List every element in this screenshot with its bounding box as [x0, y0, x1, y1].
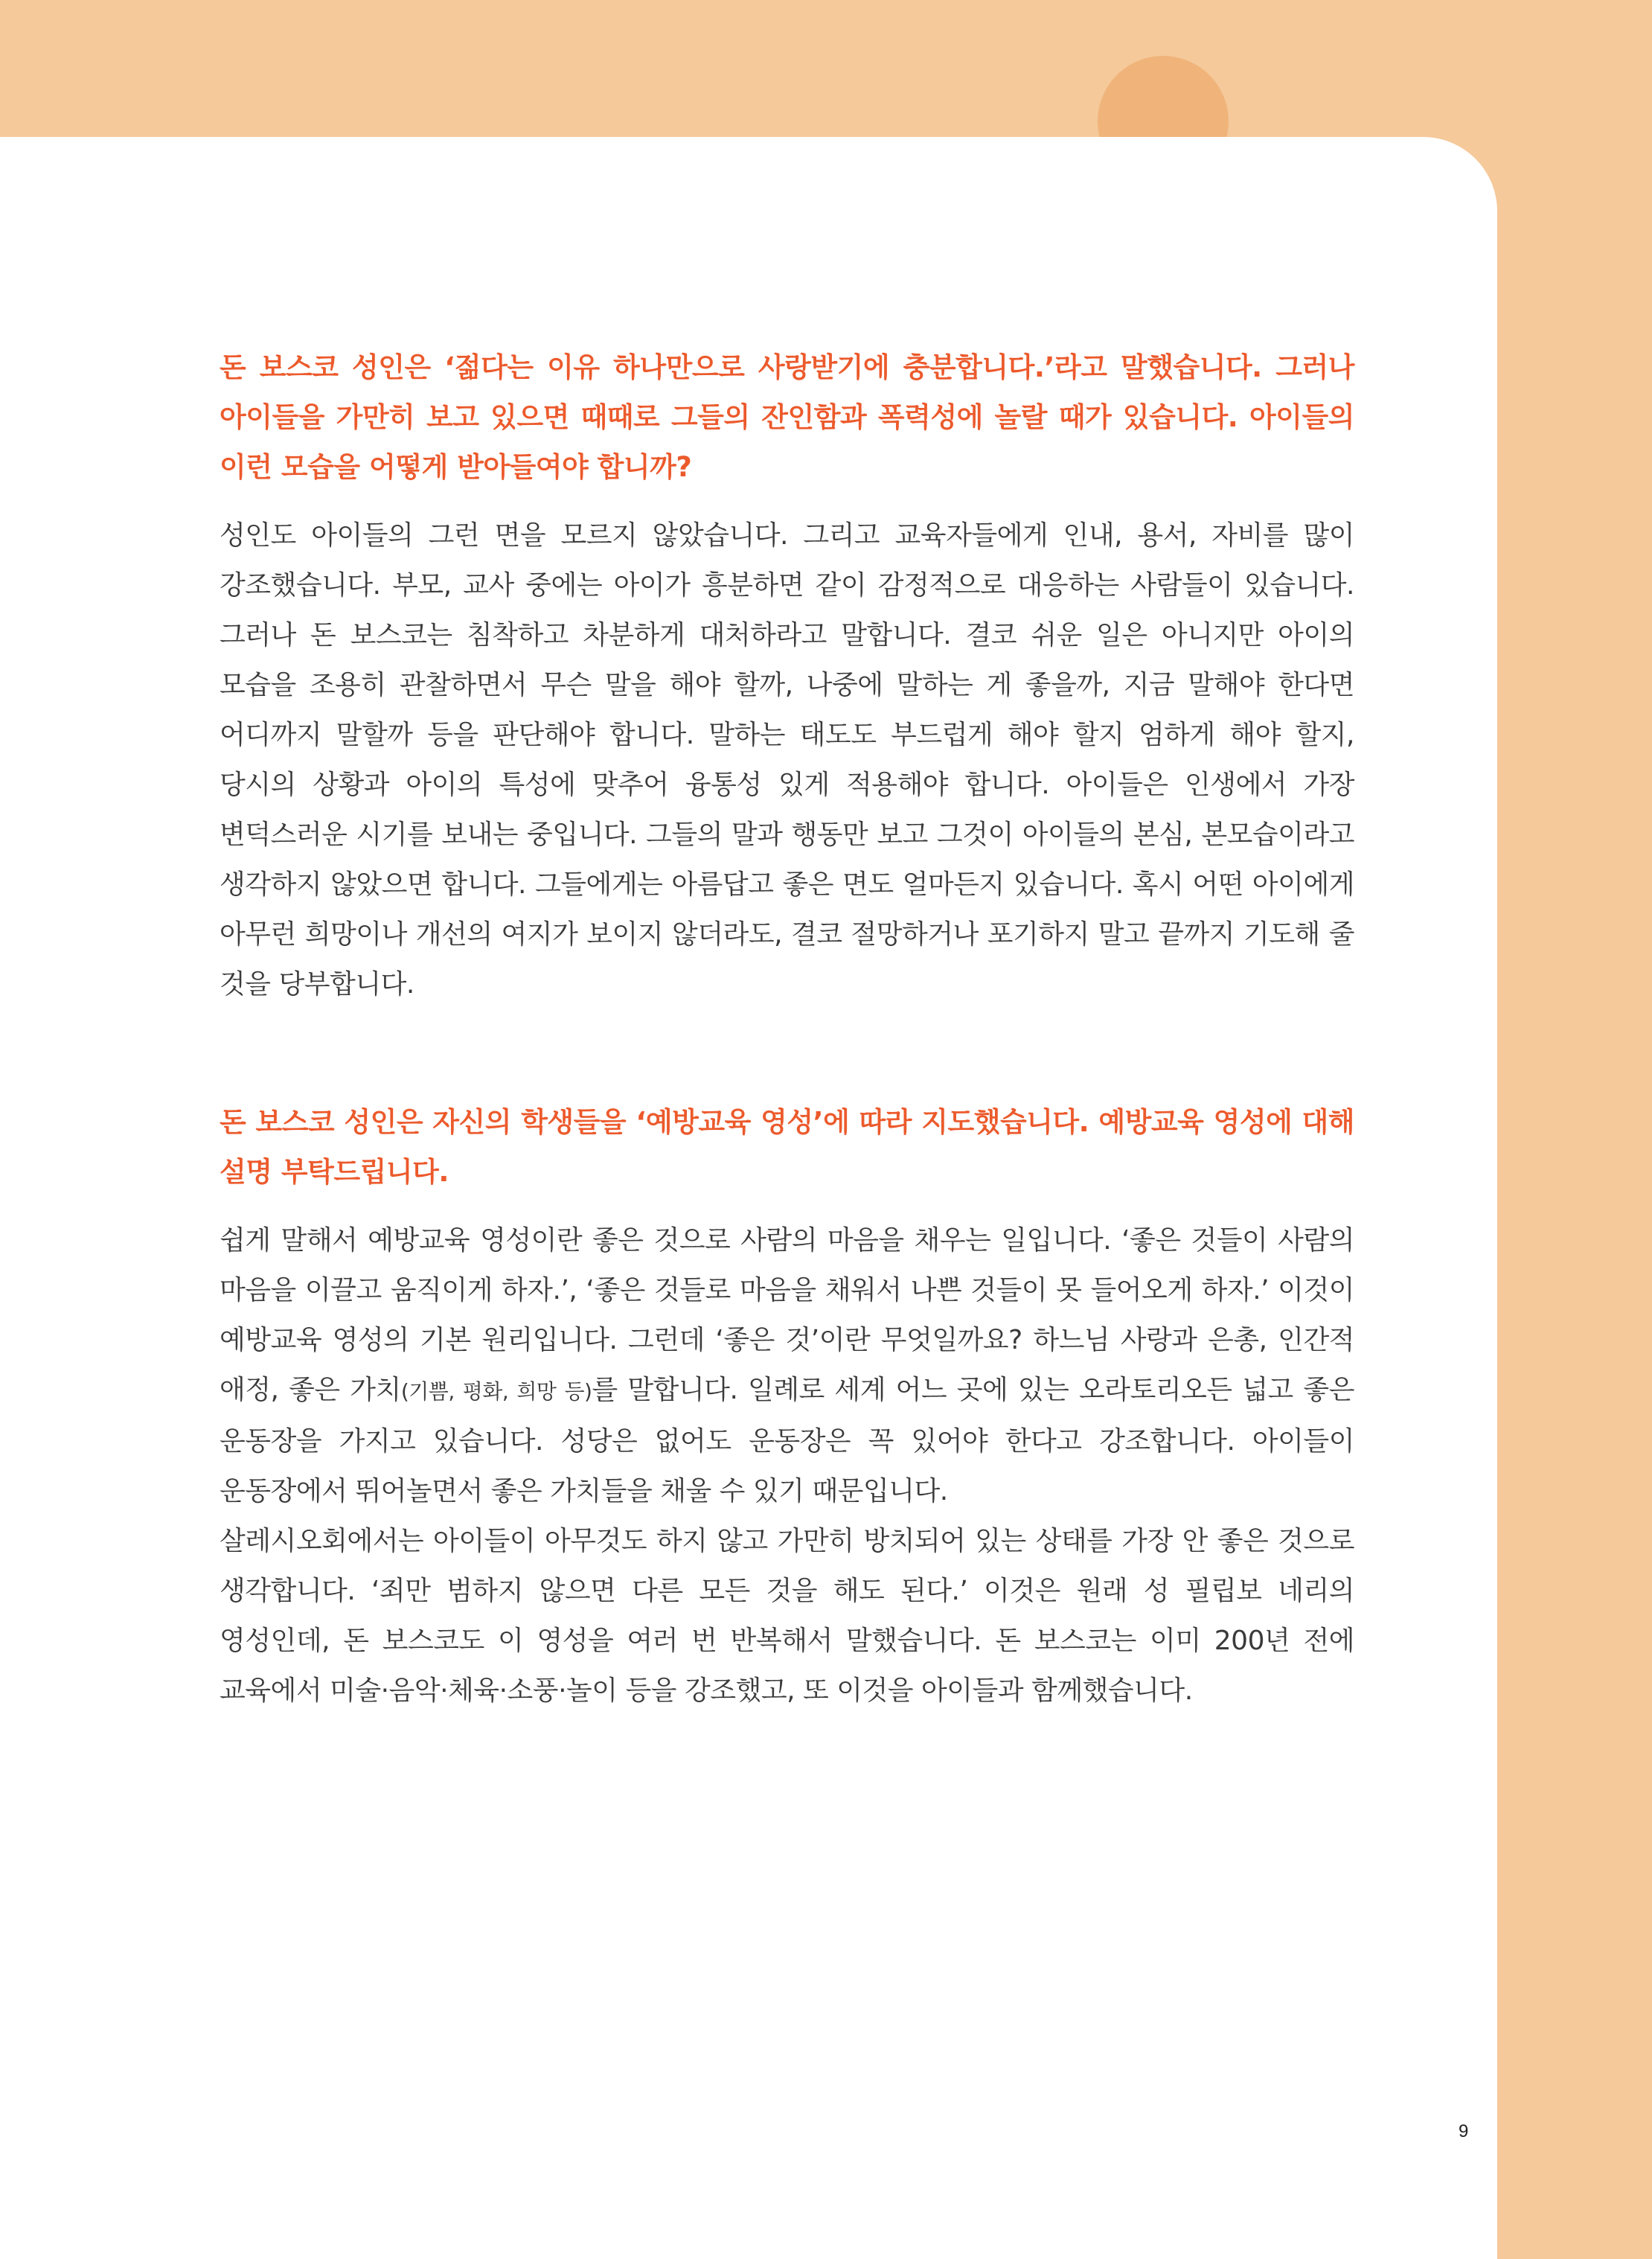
answer-1: 성인도 아이들의 그런 면을 모르지 않았습니다. 그리고 교육자들에게 인내, 용서, 자비를 많이 강조했습니다. 부모, 교사 중에는 아이가 흥분하면 같이 감정적으로 대응하는 사람들이 있습니다. 그러나 돈 보스코는 침착하고 차분하게 대처하라고 말합니다. 결코 쉬운 일은 아니지만 아이의 모습을 조용히 관찰하면서 무슨 말을 해야 할까, 나중에 말하는 게 좋을까, 지금 말해야 한다면 어디까지 말할까 등을 판단해야 합니다. 말하는 태도도 부드럽게 해야 할지 엄하게 해야 할지, 당시의 상황과 아이의 특성에 맞추어 융통성 있게 적용해야 합니다. 아이들은 인생에서 가장 변덕스러운 시기를 보내는 중입니다. 그들의 말과 행동만 보고 그것이 아이들의 본심, 본모습이라고 생각하지 않았으면 합니다. 그들에게는 아름답고 좋은 면도 얼마든지 있습니다. 혹시 어떤 아이에게 아무런 희망이나 개선의 여지가 보이지 않더라도, 결코 절망하거나 포기하지 말고 끝까지 기도해 줄 것을 당부합니다.: [220, 520, 1354, 1000]
answer-2-paragraph-2: 살레시오회에서는 아이들이 아무것도 하지 않고 가만히 방치되어 있는 상태를 가장 안 좋은 것으로 생각합니다. ‘죄만 범하지 않으면 다른 모든 것을 해도 된다.’ 이것은 원래 성 필립보 네리의 영성인데, 돈 보스코도 이 영성을 여러 번 반복해서 말했습니다. 돈 보스코는 이미 200년 전에 교육에서 미술·음악·체육·소풍·놀이 등을 강조했고, 또 이것을 아이들과 함께했습니다.: [220, 1526, 1354, 1706]
answer-2-paragraph-1: [220, 1215, 1354, 1516]
question-2: 돈 보스코 성인은 자신의 학생들을 ‘예방교육 영성’에 따라 지도했습니다. 예방교육 영성에 대해 설명 부탁드립니다.: [220, 1106, 1354, 1188]
page-number: 9: [1459, 2121, 1469, 2141]
question-1: 돈 보스코 성인은 ‘젊다는 이유 하나만으로 사랑받기에 충분합니다.’라고 말했습니다. 그러나 아이들을 가만히 보고 있으면 때때로 그들의 잔인함과 폭력성에 놀랄 때가 있습니다. 아이들의 이런 모습을 어떻게 받아들여야 합니까?: [220, 351, 1354, 483]
answer-2-paragraph-1-text-a: 쉽게 말해서 예방교육 영성이란 좋은 것으로 사람의 마음을 채우는 일입니다. ‘좋은 것들이 사람의 마음을 이끌고 움직이게 하자.’, ‘좋은 것들로 마음을 채워서 나쁜 것들이 못 들어오게 하자.’ 이것이 예방교육 영성의 기본 원리입니다. 그런데 ‘좋은 것’이란 무엇일까요? 하느님 사랑과 은총, 인간적 애정, 좋은 가치: [220, 1225, 1354, 1405]
qa-section-2: [220, 1097, 1354, 1716]
page-content: [220, 342, 1354, 1716]
values-note: (기쁨, 평화, 희망 등): [400, 1379, 592, 1404]
answer-2-paragraph-1-text-b: 를 말합니다. 일례로 세계 어느 곳에 있는 오라토리오든 넓고 좋은 운동장을 가지고 있습니다. 성당은 없어도 운동장은 꼭 있어야 한다고 강조합니다. 아이들이 운동장에서 뛰어놀면서 좋은 가치들을 채울 수 있기 때문입니다.: [220, 1375, 1354, 1506]
qa-section-1: [220, 342, 1354, 1009]
